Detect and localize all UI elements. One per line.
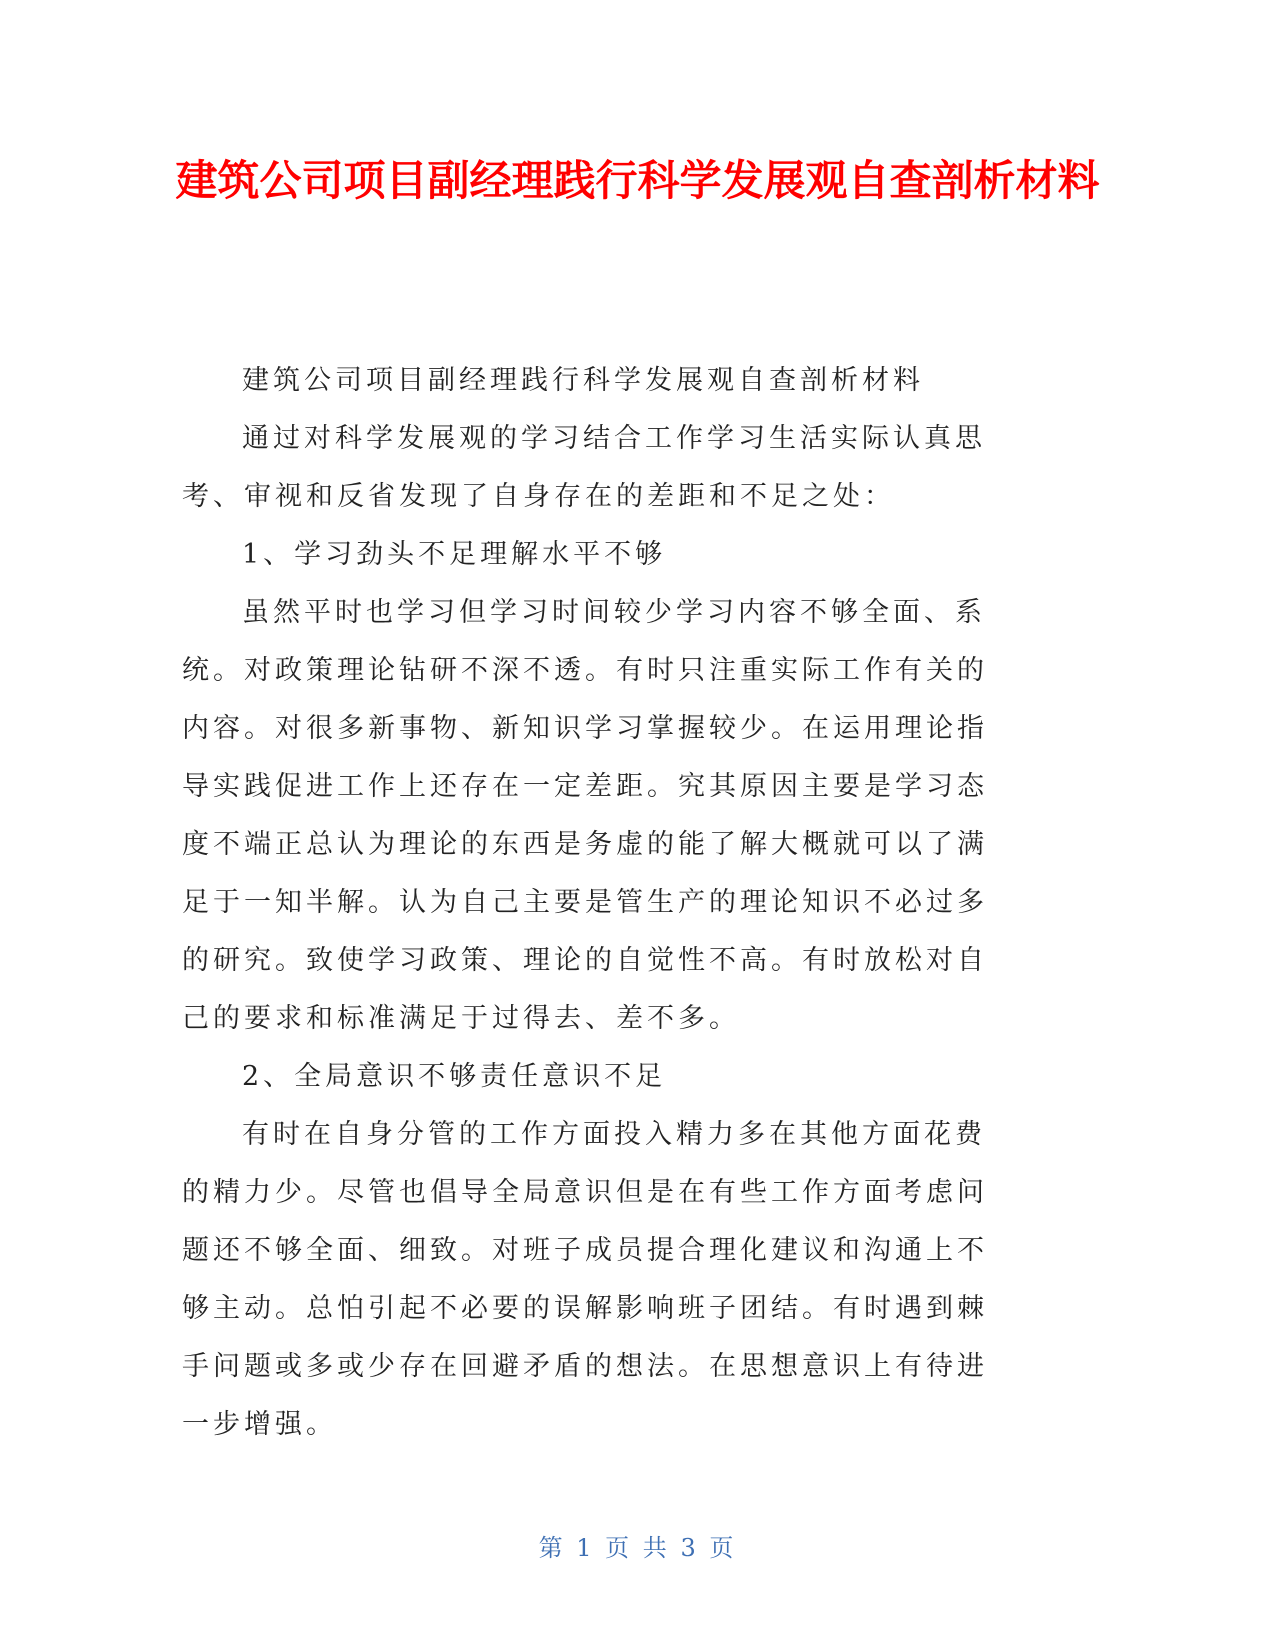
page-number-footer: 第 1 页 共 3 页 (538, 1534, 737, 1562)
section-heading-2: 2、全局意识不够责任意识不足 (242, 1061, 667, 1092)
section-heading-1: 1、学习劲头不足理解水平不够 (242, 539, 667, 570)
paragraph-section-1: 虽然平时也学习但学习时间较少学习内容不够全面、系统。对政策理论钻研不深不透。有时只注重实际工作有关的内容。对很多新事物、新知识学习掌握较少。在运用理论指导实践促进工作上还存在一定差距。究其原因主要是学习态度不端正总认为理论的东西是务虚的能了解大概就可以了满足于一知半解。认为自己主要是管生产的理论知识不必过多的研究。致使学习政策、理论的自觉性不高。有时放松对自己的要求和标准满足于过得去、差不多。 (182, 597, 988, 1034)
paragraph-intro: 通过对科学发展观的学习结合工作学习生活实际认真思考、审视和反省发现了自身存在的差距和不足之处： (182, 423, 986, 512)
paragraph-heading: 建筑公司项目副经理践行科学发展观自查剖析材料 (242, 365, 924, 396)
document-body (182, 352, 1012, 1454)
document-title: 建筑公司项目副经理践行科学发展观自查剖析材料 (175, 156, 1100, 205)
paragraph-section-2: 有时在自身分管的工作方面投入精力多在其他方面花费的精力少。尽管也倡导全局意识但是在有些工作方面考虑问题还不够全面、细致。对班子成员提合理化建议和沟通上不够主动。总怕引起不必要的误解影响班子团结。有时遇到棘手问题或多或少存在回避矛盾的想法。在思想意识上有待进一步增强。 (182, 1119, 988, 1440)
